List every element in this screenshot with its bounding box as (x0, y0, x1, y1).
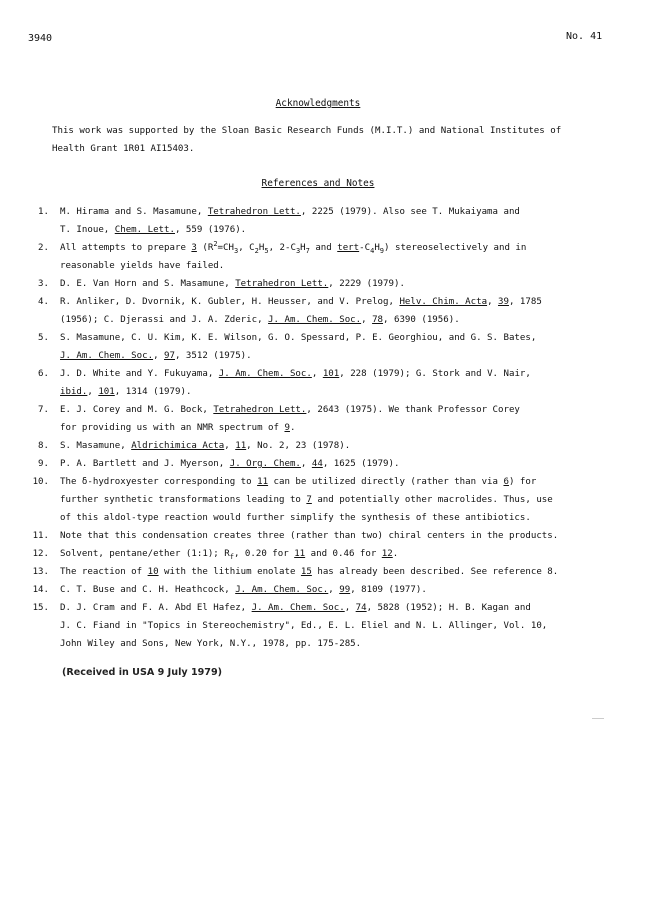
reference-segment: R. Anliker, D. Dvornik, K. Gubler, H. Heusser, and V. Prelog, (60, 297, 400, 307)
citation-emphasis: 97 (164, 351, 175, 361)
reference-segment: , 2-C (268, 243, 296, 253)
reference-item (16, 203, 626, 239)
reference-line (60, 401, 626, 419)
reference-line (60, 617, 626, 635)
reference-number: 13. (32, 567, 49, 577)
reference-line (60, 509, 626, 527)
reference-line (60, 527, 626, 545)
reference-segment: John Wiley and Sons, New York, N.Y., 1978, pp. 175-285. (60, 639, 362, 649)
reference-segment: , 2225 (1979). Also see T. Mukaiyama and (300, 207, 520, 217)
reference-segment: , 1625 (1979). (322, 459, 400, 469)
reference-line (60, 203, 626, 221)
reference-segment: , 1314 (1979). (114, 387, 192, 397)
citation-emphasis: Helv. Chim. Acta (399, 297, 488, 307)
citation-emphasis: J. Am. Chem. Soc. (235, 585, 329, 595)
reference-number: 6. (38, 369, 49, 379)
reference-number: 14. (32, 585, 49, 595)
reference-segment: H (374, 243, 380, 253)
page-number: 3940 (28, 33, 53, 44)
reference-text (60, 275, 626, 293)
journal-issue-number: No. 41 (566, 31, 603, 42)
reference-segment: (1956); C. Djerassi and J. A. Zderic, (60, 315, 269, 325)
citation-emphasis: 74 (355, 603, 367, 613)
reference-segment: , (300, 459, 312, 469)
citation-emphasis: Aldrichimica Acta (131, 441, 225, 451)
reference-segment: , 1785 (508, 297, 542, 307)
reference-segment: and 0.46 for (305, 549, 382, 559)
reference-text (60, 203, 626, 239)
citation-emphasis: J. Am. Chem. Soc. (251, 603, 345, 613)
citation-emphasis: 12 (381, 549, 393, 559)
citation-emphasis: 15 (300, 567, 312, 577)
citation-emphasis: 44 (311, 459, 323, 469)
acknowledgments-line: Health Grant 1R01 AI15403. (52, 144, 195, 154)
reference-text (60, 599, 626, 653)
citation-emphasis: 39 (498, 297, 509, 307)
reference-segment: Solvent, pentane/ether (1:1); R (60, 549, 230, 559)
reference-text (60, 239, 626, 275)
reference-item (16, 473, 626, 527)
reference-line (60, 383, 626, 401)
reference-number: 15. (32, 603, 49, 613)
reference-text (60, 401, 626, 437)
citation-emphasis: 7 (306, 495, 312, 505)
reference-number: 9. (38, 459, 49, 469)
reference-line (60, 455, 626, 473)
reference-segment: S. Masamune, C. U. Kim, K. E. Wilson, G. O. Spessard, P. E. Georghiou, and G. S. Bates, (60, 333, 537, 343)
citation-emphasis: 6 (503, 477, 509, 487)
reference-segment: for providing us with an NMR spectrum of (60, 423, 285, 433)
reference-segment: , 2643 (1975). We thank Professor Corey (306, 405, 520, 415)
citation-emphasis: Tetrahedron Lett. (207, 207, 301, 217)
reference-segment: , (487, 297, 499, 307)
reference-item (16, 581, 626, 599)
reference-segment: f (229, 552, 234, 561)
reference-segment: , 5828 (1952); H. B. Kagan and (366, 603, 531, 613)
reference-segment: 3 (295, 246, 301, 255)
citation-emphasis: ibid. (60, 387, 88, 397)
reference-segment: J. C. Fiand in "Topics in Stereochemistry", Ed., E. L. Eliel and N. L. Allinger, Vol. 10, (60, 621, 548, 631)
reference-segment: -C (359, 243, 371, 253)
reference-segment: , 8109 (1977). (350, 585, 427, 595)
reference-segment: ) stereoselectively and in (384, 243, 527, 253)
reference-segment: , (311, 369, 323, 379)
reference-item (16, 293, 626, 329)
reference-line (60, 239, 626, 257)
reference-segment: Note that this condensation creates three (rather than two) chiral centers in the products. (60, 531, 559, 541)
reference-line (60, 437, 626, 455)
reference-item (16, 437, 626, 455)
reference-text (60, 329, 626, 365)
reference-segment: has already been described. See reference 8. (311, 567, 559, 577)
reference-line (60, 329, 626, 347)
reference-segment: reasonable yields have failed. (60, 261, 225, 271)
reference-segment: 2 (254, 246, 259, 255)
reference-segment: , No. 2, 23 (1978). (246, 441, 351, 451)
reference-segment: P. A. Bartlett and J. Myerson, (60, 459, 230, 469)
reference-segment: 9 (379, 246, 385, 255)
reference-segment: , 0.20 for (233, 549, 295, 559)
citation-emphasis: tert (337, 243, 360, 253)
reference-segment: T. Inoue, (60, 225, 115, 235)
citation-emphasis: J. Am. Chem. Soc. (268, 315, 362, 325)
reference-segment: J. D. White and Y. Fukuyama, (60, 369, 219, 379)
citation-emphasis: Tetrahedron Lett. (213, 405, 307, 415)
reference-line (60, 365, 626, 383)
reference-item (16, 527, 626, 545)
citation-emphasis: 11 (257, 477, 269, 487)
reference-segment: and potentially other macrolides. Thus, use (311, 495, 553, 505)
reference-item (16, 329, 626, 365)
citation-emphasis: 101 (322, 369, 340, 379)
reference-segment: . (392, 549, 399, 559)
reference-segment: E. J. Corey and M. G. Bock, (60, 405, 214, 415)
reference-segment: , (344, 603, 356, 613)
reference-segment: , 2229 (1979). (328, 279, 405, 289)
reference-segment: =CH (217, 243, 234, 253)
reference-segment: , C (238, 243, 255, 253)
reference-item (16, 401, 626, 437)
citation-emphasis: 3 (191, 243, 197, 253)
reference-text (60, 527, 626, 545)
citation-emphasis: Tetrahedron Lett. (235, 279, 329, 289)
reference-line (60, 581, 626, 599)
reference-line (60, 257, 626, 275)
reference-segment: , 559 (1976). (174, 225, 247, 235)
reference-item (16, 365, 626, 401)
reference-segment: , 6390 (1956). (383, 315, 460, 325)
acknowledgments-text (52, 122, 624, 158)
citation-emphasis: J. Am. Chem. Soc. (218, 369, 312, 379)
reference-segment: with the lithium enolate (158, 567, 301, 577)
reference-segment: S. Masamune, (60, 441, 132, 451)
reference-segment: and (309, 243, 338, 253)
reference-segment: , (224, 441, 236, 451)
reference-line (60, 311, 626, 329)
reference-number: 8. (38, 441, 49, 451)
references-list (16, 203, 626, 653)
reference-number: 1. (38, 207, 49, 217)
reference-segment: , 3512 (1975). (174, 351, 252, 361)
reference-segment: 2 (213, 239, 218, 248)
reference-number: 11. (32, 531, 49, 541)
reference-segment: All attempts to prepare (60, 243, 192, 253)
citation-emphasis: 101 (98, 387, 115, 397)
citation-emphasis: 11 (235, 441, 247, 451)
citation-emphasis: 9 (284, 423, 290, 433)
reference-segment: D. J. Cram and F. A. Abd El Hafez, (60, 603, 252, 613)
citation-emphasis: 11 (294, 549, 306, 559)
reference-line (60, 275, 626, 293)
reference-item (16, 599, 626, 653)
acknowledgments-line: This work was supported by the Sloan Basic Research Funds (M.I.T.) and National Institutes of (52, 126, 562, 136)
reference-number: 10. (32, 477, 49, 487)
reference-item (16, 275, 626, 293)
reference-number: 5. (38, 333, 49, 343)
reference-segment: of this aldol-type reaction would further simplify the synthesis of these antibiotics. (60, 513, 531, 523)
citation-emphasis: Chem. Lett. (114, 225, 175, 235)
reference-text (60, 545, 626, 563)
reference-line (60, 347, 626, 365)
reference-line (60, 293, 626, 311)
citation-emphasis: J. Org. Chem. (229, 459, 301, 469)
reference-item (16, 545, 626, 563)
reference-segment: further synthetic transformations leading to (60, 495, 307, 505)
reference-item (16, 455, 626, 473)
reference-text (60, 455, 626, 473)
reference-segment: , (361, 315, 373, 325)
received-date: (Received in USA 9 July 1979) (62, 667, 223, 678)
reference-segment: H (258, 243, 265, 253)
reference-segment: 5 (264, 246, 269, 255)
reference-segment: H (300, 243, 306, 253)
reference-number: 2. (38, 243, 49, 253)
reference-number: 7. (38, 405, 49, 415)
references-heading: References and Notes (261, 178, 375, 189)
reference-number: 3. (38, 279, 49, 289)
reference-segment: The δ-hydroxyester corresponding to (60, 477, 258, 487)
reference-segment: 3 (233, 246, 239, 255)
reference-segment: 4 (370, 246, 375, 255)
reference-segment: . (289, 423, 296, 433)
reference-number: 4. (38, 297, 49, 307)
reference-segment: , 228 (1979); G. Stork and V. Nair, (339, 369, 531, 379)
reference-line (60, 563, 626, 581)
citation-emphasis: 10 (147, 567, 159, 577)
acknowledgments-heading: Acknowledgments (275, 98, 361, 109)
citation-emphasis: 78 (372, 315, 384, 325)
reference-segment: The reaction of (60, 567, 148, 577)
reference-text (60, 473, 626, 527)
reference-text (60, 365, 626, 401)
reference-line (60, 419, 626, 437)
reference-number: 12. (32, 549, 49, 559)
reference-segment: M. Hirama and S. Masamune, (60, 207, 208, 217)
reference-segment: C. T. Buse and C. H. Heathcock, (60, 585, 236, 595)
reference-line (60, 221, 626, 239)
reference-line (60, 473, 626, 491)
reference-item (16, 563, 626, 581)
reference-segment: (R (196, 243, 214, 253)
reference-text (60, 581, 626, 599)
reference-line (60, 545, 626, 563)
reference-segment: 7 (305, 246, 310, 255)
scan-mark (592, 718, 604, 719)
reference-line (60, 635, 626, 653)
reference-segment: , (328, 585, 340, 595)
reference-line (60, 491, 626, 509)
reference-item (16, 239, 626, 275)
citation-emphasis: 99 (339, 585, 351, 595)
reference-segment: D. E. Van Horn and S. Masamune, (60, 279, 236, 289)
reference-text (60, 563, 626, 581)
reference-segment: ) for (508, 477, 537, 487)
citation-emphasis: J. Am. Chem. Soc. (60, 351, 154, 361)
reference-segment: , (87, 387, 99, 397)
reference-text (60, 437, 626, 455)
reference-line (60, 599, 626, 617)
reference-segment: , (153, 351, 165, 361)
reference-segment: can be utilized directly (rather than via (268, 477, 504, 487)
reference-text (60, 293, 626, 329)
